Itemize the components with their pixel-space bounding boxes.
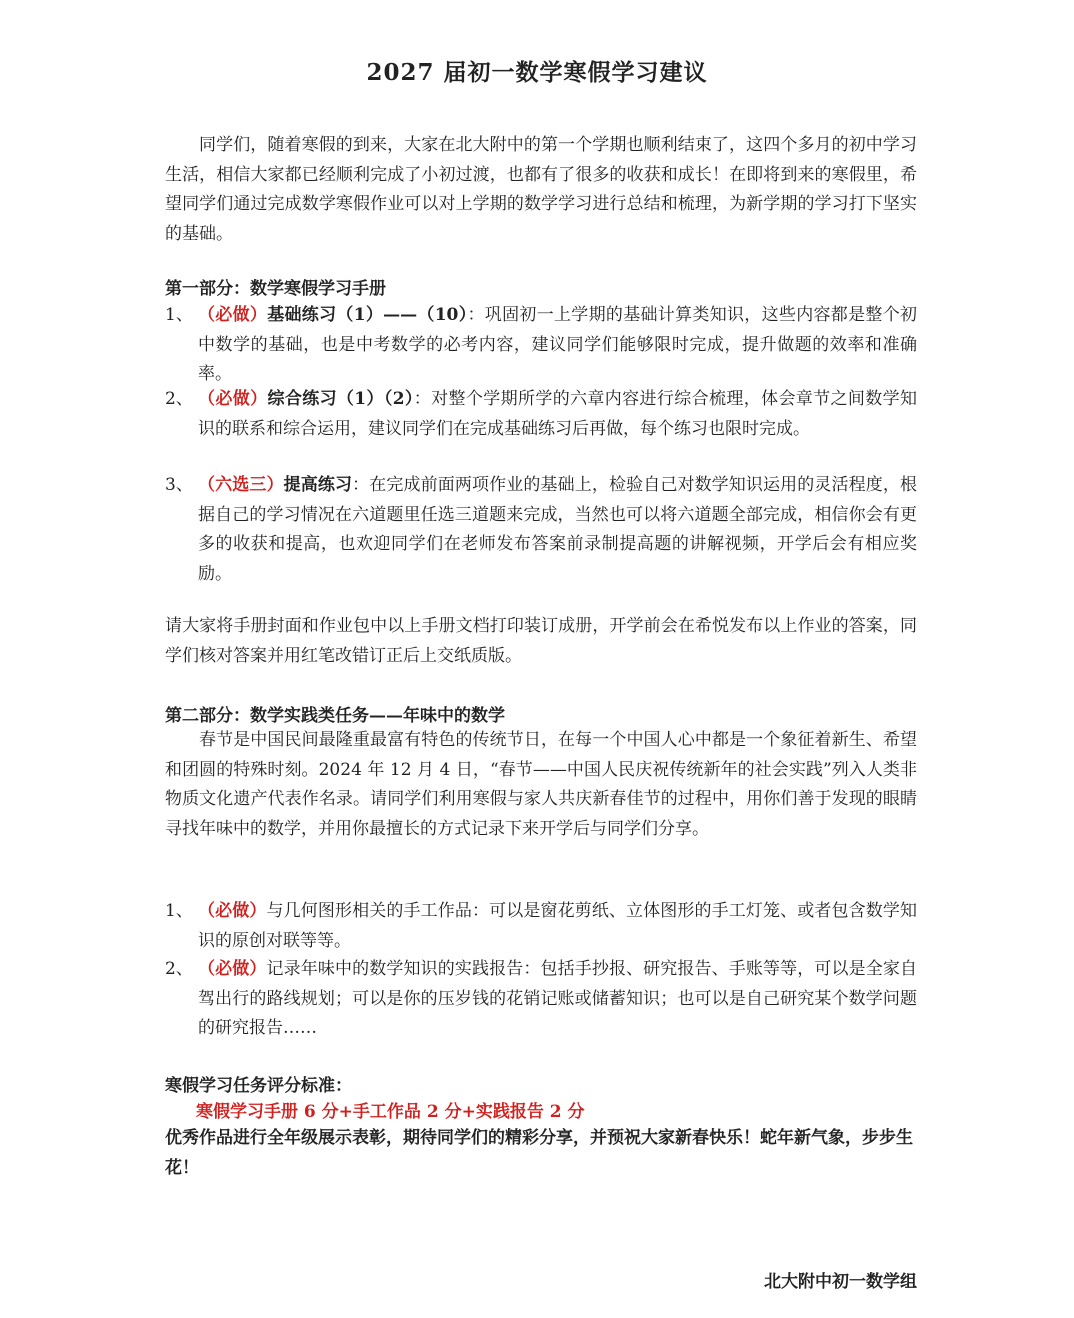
elective-tag: （六选三） — [198, 475, 284, 495]
item-text: 记录年味中的数学知识的实践报告：包括手抄报、研究报告、手账等等，可以是全家自驾出行的路线规划；可以是你的压岁钱的花销记账或储蓄知识；也可以是自己研究某个数学问题的研究报告…… — [198, 959, 918, 1038]
item-name: 综合练习（1）（2） — [267, 389, 414, 409]
part2-item-1 — [165, 897, 917, 956]
item-text: ：对整个学期所学的六章内容进行综合梳理，体会章节之间数学知识的联系和综合运用，建议同学们在完成基础练习后再做，每个练习也限时完成。 — [198, 389, 917, 439]
intro-paragraph: 同学们，随着寒假的到来，大家在北大附中的第一个学期也顺利结束了，这四个多月的初中学习生活，相信大家都已经顺利完成了小初过渡，也都有了很多的收获和成长！在即将到来的寒假里，希望同学们通过完成数学寒假作业可以对上学期的数学学习进行总结和梳理，为新学期的学习打下坚实的基础。 — [165, 135, 917, 244]
part1-heading: 第一部分：数学寒假学习手册 — [165, 279, 386, 299]
part2-intro: 春节是中国民间最隆重最富有特色的传统节日，在每一个中国人心中都是一个象征着新生、希望和团圆的特殊时刻。2024 年 12 月 4 日，“春节——中国人民庆祝传统新年的社会实践”列入人类非物质文化遗产代表作名录。请同学们利用寒假与家人共庆新春佳节的过程中，用你们善于发现的眼睛寻找年味中的数学，并用你最擅长的方式记录下来开学后与同学们分享。 — [165, 730, 917, 839]
item-name: 基础练习（1）——（10） — [267, 305, 468, 325]
required-tag: （必做） — [198, 389, 268, 409]
required-tag: （必做） — [198, 305, 268, 325]
scoring-heading: 寒假学习任务评分标准： — [165, 1076, 352, 1096]
item-text: ：在完成前面两项作业的基础上，检验自己对数学知识运用的灵活程度，根据自己的学习情况在六道题里任选三道题来完成，当然也可以将六道题全部完成，相信你会有更多的收获和提高，也欢迎同学们在老师发布答案前录制提高题的讲解视频，开学后会有相应奖励。 — [198, 475, 918, 584]
item-text: ：巩固初一上学期的基础计算类知识，这些内容都是整个初中数学的基础，也是中考数学的必考内容，建议同学们能够限时完成，提升做题的效率和准确率。 — [198, 305, 917, 384]
item-number: 2、 — [165, 959, 193, 979]
part2-item-2 — [165, 955, 917, 1044]
closing-message: 优秀作品进行全年级展示表彰，期待同学们的精彩分享，并预祝大家新春快乐！蛇年新气象，步步生花！ — [165, 1128, 913, 1178]
item-number: 2、 — [165, 389, 193, 409]
required-tag: （必做） — [198, 959, 267, 979]
signature: 北大附中初一数学组 — [764, 1272, 917, 1292]
item-name: 提高练习 — [283, 475, 353, 495]
item-number: 3、 — [165, 475, 193, 495]
required-tag: （必做） — [198, 901, 267, 921]
document-title: 2027 届初一数学寒假学习建议 — [366, 59, 708, 86]
item-number: 1、 — [165, 305, 193, 325]
item-number: 1、 — [165, 901, 193, 921]
print-note: 请大家将手册封面和作业包中以上手册文档打印装订成册，开学前会在希悦发布以上作业的答案，同学们核对答案并用红笔改错订正后上交纸质版。 — [165, 616, 917, 666]
part2-heading: 第二部分：数学实践类任务——年味中的数学 — [165, 706, 505, 726]
part1-item-3 — [165, 471, 917, 589]
scoring-criteria: 寒假学习手册 6 分+手工作品 2 分+实践报告 2 分 — [196, 1102, 585, 1122]
part1-item-2 — [165, 385, 917, 444]
item-text: 与几何图形相关的手工作品：可以是窗花剪纸、立体图形的手工灯笼、或者包含数学知识的原创对联等等。 — [198, 901, 918, 951]
part1-item-1 — [165, 301, 917, 390]
